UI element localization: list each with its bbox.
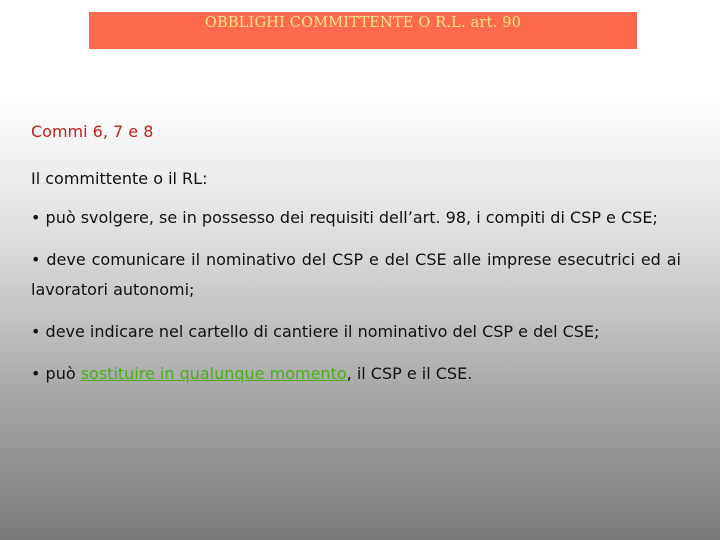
bullet: • [31, 364, 46, 383]
list-item [31, 203, 681, 233]
title-banner [89, 12, 637, 49]
bullet: • [31, 208, 46, 227]
slide-title: OBBLIGHI COMMITTENTE O R.L. art. 90 [204, 15, 522, 31]
list-item-text: può svolgere, se in possesso dei requisiti dell’art. 98, i compiti di CSP e CSE; [45, 208, 658, 227]
list-item-prefix: può [45, 364, 81, 383]
section-subtitle: Commi 6, 7 e 8 [31, 122, 154, 141]
list-item [31, 359, 681, 389]
list-item-text: deve comunicare il nominativo del CSP e del CSE alle imprese esecutrici ed ai lavoratori autonomi; [31, 250, 681, 299]
list-item-suffix: , il CSP e il CSE. [346, 364, 473, 383]
bullet: • [31, 322, 46, 341]
bullet: • [31, 250, 47, 269]
lead-text: Il committente o il RL: [31, 169, 208, 188]
list-item [31, 245, 681, 305]
replace-link[interactable]: sostituire in qualunque momento [80, 364, 347, 383]
slide-content [31, 121, 681, 401]
list-item [31, 317, 681, 347]
list-item-text: deve indicare nel cartello di cantiere il nominativo del CSP e del CSE; [45, 322, 600, 341]
